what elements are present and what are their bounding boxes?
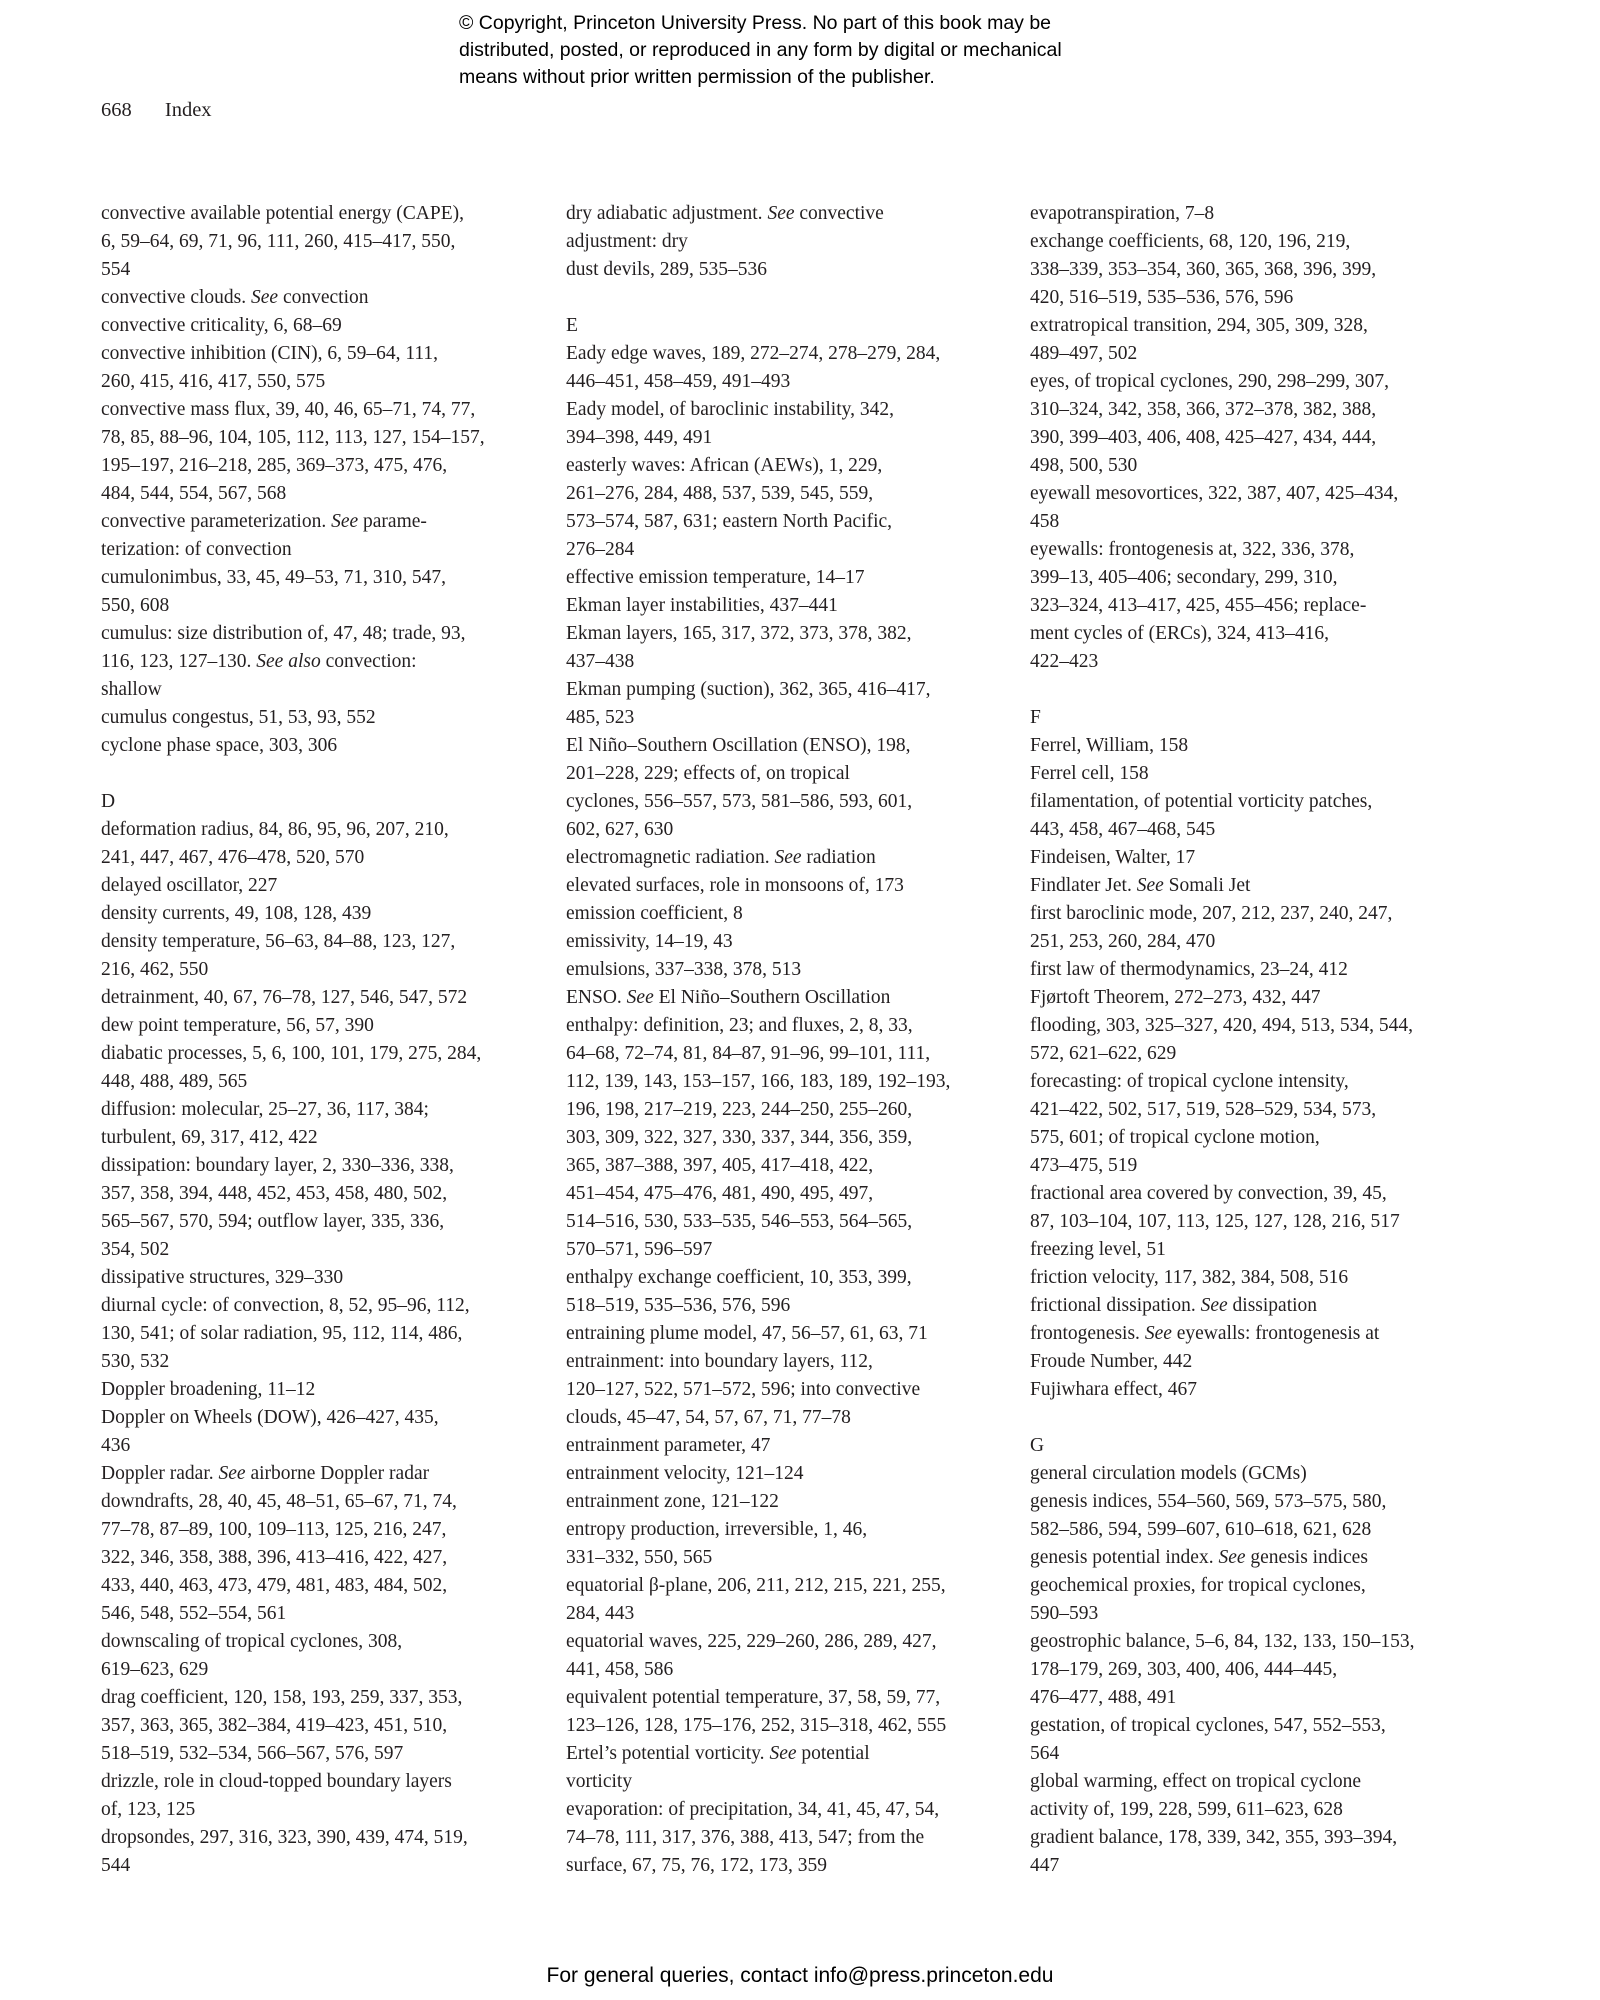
index-entry-line: Findeisen, Walter, 17 [1030, 847, 1196, 868]
index-entry-line: electromagnetic radiation. See radiation [566, 847, 876, 868]
index-entry-line: 338–339, 353–354, 360, 365, 368, 396, 399, [1030, 259, 1377, 280]
index-entry [101, 1096, 519, 1152]
index-entry [566, 340, 984, 396]
index-entry-line: convective inhibition (CIN), 6, 59–64, 111, [101, 343, 439, 364]
index-entry-line: 530, 532 [101, 1351, 170, 1372]
index-entry-line: general circulation models (GCMs) [1030, 1463, 1307, 1484]
index-entry-line: 357, 363, 365, 382–384, 419–423, 451, 510, [101, 1715, 448, 1736]
index-entry-line: convective clouds. See convection [101, 287, 369, 308]
index-entry-line: shallow [101, 679, 162, 700]
index-entry-line: geostrophic balance, 5–6, 84, 132, 133, 150–153, [1030, 1631, 1415, 1652]
index-entry-line: convective available potential energy (CAPE), [101, 203, 464, 224]
index-entry-line: eyewalls: frontogenesis at, 322, 336, 378, [1030, 539, 1355, 560]
index-entry-line: 195–197, 216–218, 285, 369–373, 475, 476, [101, 455, 448, 476]
index-entry-line: diffusion: molecular, 25–27, 36, 117, 384; [101, 1099, 429, 1120]
index-entry [1030, 536, 1448, 676]
index-entry-line: drizzle, role in cloud-topped boundary layers [101, 1771, 452, 1792]
index-entry-line: 550, 608 [101, 595, 170, 616]
index-entry-line: 422–423 [1030, 651, 1099, 672]
index-entry-line: terization: of convection [101, 539, 292, 560]
index-entry [101, 704, 519, 732]
index-entry [1030, 1460, 1448, 1488]
cross-reference-see: See [218, 1463, 246, 1484]
index-entry-line: Ekman layer instabilities, 437–441 [566, 595, 838, 616]
index-entry-line: 458 [1030, 511, 1060, 532]
index-entry-line: Findlater Jet. See Somali Jet [1030, 875, 1251, 896]
index-entry-line: 447 [1030, 1855, 1060, 1876]
index-entry-line: geochemical proxies, for tropical cyclones, [1030, 1575, 1366, 1596]
index-entry-line: 485, 523 [566, 707, 635, 728]
index-entry [566, 984, 984, 1012]
index-entry-line: 575, 601; of tropical cyclone motion, [1030, 1127, 1320, 1148]
index-entry-line: dew point temperature, 56, 57, 390 [101, 1015, 374, 1036]
index-entry [566, 620, 984, 676]
index-entry-line: equatorial β-plane, 206, 211, 212, 215, 221, 255, [566, 1575, 946, 1596]
index-entry-line: genesis potential index. See genesis indices [1030, 1547, 1368, 1568]
index-entry [1030, 1292, 1448, 1320]
index-entry [1030, 1768, 1448, 1824]
index-letter-heading: G [1030, 1435, 1045, 1456]
index-entry-line: 619–623, 629 [101, 1659, 209, 1680]
index-entry-line: 323–324, 413–417, 425, 455–456; replace- [1030, 595, 1367, 616]
index-entry [101, 620, 519, 704]
index-entry-line: first baroclinic mode, 207, 212, 237, 240, 247, [1030, 903, 1393, 924]
index-entry-line: vorticity [566, 1771, 633, 1792]
index-entry [101, 284, 519, 312]
index-entry-line: Ertel’s potential vorticity. See potential [566, 1743, 870, 1764]
index-entry-line: Doppler radar. See airborne Doppler radar [101, 1463, 430, 1484]
cross-reference-see: See also [256, 651, 321, 672]
index-entry-line: surface, 67, 75, 76, 172, 173, 359 [566, 1855, 828, 1876]
index-entry [101, 1488, 519, 1628]
index-entry-line: elevated surfaces, role in monsoons of, 173 [566, 875, 904, 896]
index-entry [1030, 788, 1448, 844]
index-entry-line: cyclones, 556–557, 573, 581–586, 593, 601, [566, 791, 913, 812]
index-entry-line: dust devils, 289, 535–536 [566, 259, 767, 280]
index-entry-line: gradient balance, 178, 339, 342, 355, 393–394, [1030, 1827, 1398, 1848]
index-entry-line: Ferrel, William, 158 [1030, 735, 1189, 756]
index-entry-line: 123–126, 128, 175–176, 252, 315–318, 462, 555 [566, 1715, 947, 1736]
page-number: 668 [101, 99, 132, 121]
index-entry [101, 928, 519, 984]
index-entry-line: first law of thermodynamics, 23–24, 412 [1030, 959, 1348, 980]
index-entry [1030, 1236, 1448, 1264]
index-entry [566, 928, 984, 956]
index-entry [101, 200, 519, 284]
copyright-line: means without prior written permission of the publisher. [459, 66, 935, 88]
index-entry-line: 394–398, 449, 491 [566, 427, 713, 448]
index-entry-line: entrainment: into boundary layers, 112, [566, 1351, 873, 1372]
index-entry-line: 436 [101, 1435, 131, 1456]
index-entry-line: 420, 516–519, 535–536, 576, 596 [1030, 287, 1294, 308]
index-entry-line: 582–586, 594, 599–607, 610–618, 621, 628 [1030, 1519, 1372, 1540]
index-entry-line: 87, 103–104, 107, 113, 125, 127, 128, 216, 517 [1030, 1211, 1400, 1232]
index-entry [1030, 956, 1448, 984]
index-entry-line: 74–78, 111, 317, 376, 388, 413, 547; from the [566, 1827, 925, 1848]
index-entry [1030, 312, 1448, 368]
index-entry-line: Froude Number, 442 [1030, 1351, 1193, 1372]
index-entry-line: 451–454, 475–476, 481, 490, 495, 497, [566, 1183, 874, 1204]
index-entry-line: enthalpy: definition, 23; and fluxes, 2, 8, 33, [566, 1015, 913, 1036]
index-entry [566, 592, 984, 620]
copyright-line: distributed, posted, or reproduced in any form by digital or mechanical [459, 39, 1062, 61]
index-entry-line: entropy production, irreversible, 1, 46, [566, 1519, 868, 1540]
index-entry-line: 564 [1030, 1743, 1060, 1764]
index-entry-line: entrainment velocity, 121–124 [566, 1463, 804, 1484]
index-entry-line: exchange coefficients, 68, 120, 196, 219, [1030, 231, 1351, 252]
index-entry-line: 284, 443 [566, 1603, 635, 1624]
cross-reference-see: See [1218, 1547, 1246, 1568]
index-entry-line: freezing level, 51 [1030, 1239, 1166, 1260]
index-entry-line: Ferrel cell, 158 [1030, 763, 1149, 784]
index-entry-line: dissipation: boundary layer, 2, 330–336, 338, [101, 1155, 454, 1176]
index-entry-line: ENSO. See El Niño–Southern Oscillation [566, 987, 891, 1008]
index-entry-line: 322, 346, 358, 388, 396, 413–416, 422, 427, [101, 1547, 448, 1568]
index-entry-line: 448, 488, 489, 565 [101, 1071, 248, 1092]
index-entry [101, 1152, 519, 1264]
index-entry [566, 1684, 984, 1740]
index-entry-line: downscaling of tropical cyclones, 308, [101, 1631, 403, 1652]
index-entry-line: 354, 502 [101, 1239, 170, 1260]
index-entry-line: Fujiwhara effect, 467 [1030, 1379, 1197, 1400]
cross-reference-see: See [774, 847, 802, 868]
index-entry-line: 276–284 [566, 539, 635, 560]
index-entry-line: detrainment, 40, 67, 76–78, 127, 546, 547, 572 [101, 987, 468, 1008]
index-entry-line: Ekman layers, 165, 317, 372, 373, 378, 382, [566, 623, 912, 644]
index-entry-line: extratropical transition, 294, 305, 309, 328, [1030, 315, 1368, 336]
index-entry [1030, 1180, 1448, 1236]
index-entry-line: 446–451, 458–459, 491–493 [566, 371, 791, 392]
index-entry-line: 130, 541; of solar radiation, 95, 112, 114, 486, [101, 1323, 463, 1344]
index-entry-line: 421–422, 502, 517, 519, 528–529, 534, 573, [1030, 1099, 1377, 1120]
index-entry-line: diurnal cycle: of convection, 8, 52, 95–96, 112, [101, 1295, 470, 1316]
index-letter-heading: E [566, 315, 578, 336]
index-entry-line: 365, 387–388, 397, 405, 417–418, 422, [566, 1155, 874, 1176]
index-entry-line: deformation radius, 84, 86, 95, 96, 207, 210, [101, 819, 449, 840]
index-entry [566, 200, 984, 256]
index-entry-line: density temperature, 56–63, 84–88, 123, 127, [101, 931, 456, 952]
index-entry [566, 1320, 984, 1348]
index-column-2 [566, 200, 984, 1880]
index-entry-line: dropsondes, 297, 316, 323, 390, 439, 474, 519, [101, 1827, 468, 1848]
index-entry-line: flooding, 303, 325–327, 420, 494, 513, 534, 544, [1030, 1015, 1413, 1036]
cross-reference-see: See [1136, 875, 1164, 896]
index-entry-line: 489–497, 502 [1030, 343, 1138, 364]
index-entry-line: Eady model, of baroclinic instability, 342, [566, 399, 894, 420]
index-entry-line: evapotranspiration, 7–8 [1030, 203, 1215, 224]
index-entry-line: filamentation, of potential vorticity patches, [1030, 791, 1373, 812]
index-entry [1030, 732, 1448, 760]
index-entry [101, 984, 519, 1012]
index-entry-line: 78, 85, 88–96, 104, 105, 112, 113, 127, 154–157, [101, 427, 485, 448]
index-entry-line: enthalpy exchange coefficient, 10, 353, 399, [566, 1267, 912, 1288]
index-entry-line: cumulus: size distribution of, 47, 48; trade, 93, [101, 623, 466, 644]
index-entry [101, 1768, 519, 1824]
index-entry-line: El Niño–Southern Oscillation (ENSO), 198, [566, 735, 911, 756]
index-entry-line: 120–127, 522, 571–572, 596; into convective [566, 1379, 921, 1400]
index-entry [1030, 1824, 1448, 1880]
index-entry-line: 251, 253, 260, 284, 470 [1030, 931, 1216, 952]
index-entry [101, 1684, 519, 1768]
index-letter-heading: D [101, 791, 116, 812]
index-entry [566, 452, 984, 564]
index-entry [1030, 200, 1448, 228]
index-entry-line: 241, 447, 467, 476–478, 520, 570 [101, 847, 365, 868]
index-entry-line: entrainment zone, 121–122 [566, 1491, 779, 1512]
index-entry-line: 201–228, 229; effects of, on tropical [566, 763, 850, 784]
index-entry [101, 1292, 519, 1376]
index-entry-line: adjustment: dry [566, 231, 688, 252]
copyright-notice [459, 10, 1219, 91]
index-entry [1030, 900, 1448, 956]
index-entry-line: 514–516, 530, 533–535, 546–553, 564–565, [566, 1211, 913, 1232]
index-entry-line: 433, 440, 463, 473, 479, 481, 483, 484, 502, [101, 1575, 448, 1596]
index-entry-line: cyclone phase space, 303, 306 [101, 735, 338, 756]
index-entry [101, 816, 519, 872]
index-entry-line: 357, 358, 394, 448, 452, 453, 458, 480, 502, [101, 1183, 448, 1204]
section-title: Index [164, 99, 212, 121]
index-entry-line: 544 [101, 1855, 131, 1876]
index-entry-line: cumulus congestus, 51, 53, 93, 552 [101, 707, 376, 728]
index-entry [566, 956, 984, 984]
index-entry [566, 1348, 984, 1432]
index-entry-line: density currents, 49, 108, 128, 439 [101, 903, 372, 924]
index-entry-line: 399–13, 405–406; secondary, 299, 310, [1030, 567, 1338, 588]
index-entry-line: 554 [101, 259, 131, 280]
index-entry [101, 1376, 519, 1404]
index-entry-line: emissivity, 14–19, 43 [566, 931, 733, 952]
index-entry [1030, 368, 1448, 480]
index-entry-line: cumulonimbus, 33, 45, 49–53, 71, 310, 547, [101, 567, 447, 588]
index-entry-line: 546, 548, 552–554, 561 [101, 1603, 287, 1624]
index-entry-line: forecasting: of tropical cyclone intensity, [1030, 1071, 1349, 1092]
cross-reference-see: See [767, 203, 795, 224]
index-letter-heading: F [1030, 707, 1041, 728]
index-entry-line: eyes, of tropical cyclones, 290, 298–299, 307, [1030, 371, 1390, 392]
footer-contact: For general queries, contact info@press.princeton.edu [546, 1964, 1054, 1987]
index-entry-line: frontogenesis. See eyewalls: frontogenesis at [1030, 1323, 1380, 1344]
index-entry-line: activity of, 199, 228, 599, 611–623, 628 [1030, 1799, 1343, 1820]
index-entry [1030, 1012, 1448, 1068]
index-entry [1030, 1544, 1448, 1572]
index-entry [101, 872, 519, 900]
cross-reference-see: See [1200, 1295, 1228, 1316]
index-entry-line: 570–571, 596–597 [566, 1239, 713, 1260]
index-entry [1030, 760, 1448, 788]
index-entry-line: downdrafts, 28, 40, 45, 48–51, 65–67, 71, 74, [101, 1491, 457, 1512]
cross-reference-see: See [331, 511, 359, 532]
index-entry-line: delayed oscillator, 227 [101, 875, 278, 896]
index-entry-line: 572, 621–622, 629 [1030, 1043, 1177, 1064]
index-entry-line: convective criticality, 6, 68–69 [101, 315, 342, 336]
index-entry-line: 518–519, 535–536, 576, 596 [566, 1295, 791, 1316]
index-entry-line: 77–78, 87–89, 100, 109–113, 125, 216, 247, [101, 1519, 447, 1540]
index-entry [566, 900, 984, 928]
index-column-1 [101, 200, 519, 1880]
index-entry-line: 473–475, 519 [1030, 1155, 1138, 1176]
index-entry-line: 441, 458, 586 [566, 1659, 674, 1680]
index-entry [1030, 1348, 1448, 1376]
index-entry-line: clouds, 45–47, 54, 57, 67, 71, 77–78 [566, 1407, 851, 1428]
index-entry [101, 900, 519, 928]
index-entry-line: 303, 309, 322, 327, 330, 337, 344, 356, 359, [566, 1127, 913, 1148]
index-entry [101, 732, 519, 760]
index-entry-line: 260, 415, 416, 417, 550, 575 [101, 371, 326, 392]
index-entry-line: entrainment parameter, 47 [566, 1435, 771, 1456]
index-entry [566, 1012, 984, 1264]
index-entry [566, 564, 984, 592]
index-entry-line: 573–574, 587, 631; eastern North Pacific, [566, 511, 893, 532]
index-entry-line: 116, 123, 127–130. See also convection: [101, 651, 417, 672]
index-entry [566, 1460, 984, 1488]
index-entry-line: Eady edge waves, 189, 272–274, 278–279, 284, [566, 343, 941, 364]
index-entry-line: 112, 139, 143, 153–157, 166, 183, 189, 192–193, [566, 1071, 951, 1092]
index-entry [101, 396, 519, 508]
index-entry-line: Doppler on Wheels (DOW), 426–427, 435, [101, 1407, 439, 1428]
index-entry-line: 484, 544, 554, 567, 568 [101, 483, 287, 504]
index-entry [566, 1488, 984, 1516]
index-entry [101, 1404, 519, 1460]
index-entry-line: eyewall mesovortices, 322, 387, 407, 425–434, [1030, 483, 1399, 504]
index-entry [1030, 1068, 1448, 1180]
index-entry-line: entraining plume model, 47, 56–57, 61, 63, 71 [566, 1323, 928, 1344]
index-entry [1030, 844, 1448, 872]
index-entry-line: equivalent potential temperature, 37, 58, 59, 77, [566, 1687, 941, 1708]
index-entry-line: 602, 627, 630 [566, 819, 674, 840]
index-entry-line: global warming, effect on tropical cyclone [1030, 1771, 1362, 1792]
index-entry [101, 1040, 519, 1096]
index-entry-line: easterly waves: African (AEWs), 1, 229, [566, 455, 883, 476]
running-head [101, 96, 212, 124]
index-entry-line: 196, 198, 217–219, 223, 244–250, 255–260, [566, 1099, 913, 1120]
index-entry [1030, 1320, 1448, 1348]
index-entry [1030, 1488, 1448, 1544]
cross-reference-see: See [251, 287, 279, 308]
index-entry-line: 390, 399–403, 406, 408, 425–427, 434, 444, [1030, 427, 1377, 448]
index-entry-line: emulsions, 337–338, 378, 513 [566, 959, 802, 980]
index-entry-line: 437–438 [566, 651, 635, 672]
index-entry-line: diabatic processes, 5, 6, 100, 101, 179, 275, 284, [101, 1043, 482, 1064]
index-entry [566, 844, 984, 872]
index-entry [101, 1628, 519, 1684]
index-entry [101, 1264, 519, 1292]
index-entry-line: 64–68, 72–74, 81, 84–87, 91–96, 99–101, 111, [566, 1043, 931, 1064]
index-entry-line: 216, 462, 550 [101, 959, 209, 980]
index-entry [1030, 1572, 1448, 1628]
index-entry-line: turbulent, 69, 317, 412, 422 [101, 1127, 318, 1148]
copyright-line: © Copyright, Princeton University Press. No part of this book may be [459, 12, 1052, 34]
index-entry-line: convective parameterization. See parame- [101, 511, 427, 532]
index-entry [566, 256, 984, 284]
index-entry [566, 1264, 984, 1320]
index-entry [101, 508, 519, 564]
index-entry [1030, 228, 1448, 312]
index-entry [1030, 1628, 1448, 1712]
index-entry-line: 476–477, 488, 491 [1030, 1687, 1177, 1708]
cross-reference-see: See [1144, 1323, 1172, 1344]
cross-reference-see: See [626, 987, 654, 1008]
index-entry-line: of, 123, 125 [101, 1799, 196, 1820]
index-entry [566, 676, 984, 732]
index-entry-line: dissipative structures, 329–330 [101, 1267, 344, 1288]
index-entry [1030, 1376, 1448, 1404]
index-entry [566, 732, 984, 844]
index-entry-line: 331–332, 550, 565 [566, 1547, 713, 1568]
index-entry-line: 565–567, 570, 594; outflow layer, 335, 336, [101, 1211, 445, 1232]
index-entry-line: convective mass flux, 39, 40, 46, 65–71, 74, 77, [101, 399, 476, 420]
index-entry-line: fractional area covered by convection, 39, 45, [1030, 1183, 1387, 1204]
index-entry [1030, 480, 1448, 536]
index-entry-line: Fjørtoft Theorem, 272–273, 432, 447 [1030, 987, 1321, 1008]
index-entry-line: evaporation: of precipitation, 34, 41, 45, 47, 54, [566, 1799, 940, 1820]
index-entry [566, 1740, 984, 1796]
index-entry [566, 396, 984, 452]
index-entry [101, 312, 519, 340]
index-entry-line: emission coefficient, 8 [566, 903, 743, 924]
index-entry-line: gestation, of tropical cyclones, 547, 552–553, [1030, 1715, 1386, 1736]
index-entry [1030, 872, 1448, 900]
index-entry [101, 1012, 519, 1040]
index-entry [566, 1572, 984, 1628]
index-entry [566, 1432, 984, 1460]
index-entry-line: 518–519, 532–534, 566–567, 576, 597 [101, 1743, 404, 1764]
index-entry [566, 1628, 984, 1684]
index-entry [101, 564, 519, 620]
index-entry [566, 1796, 984, 1880]
index-entry [1030, 1264, 1448, 1292]
index-entry-line: 590–593 [1030, 1603, 1099, 1624]
index-entry-line: 6, 59–64, 69, 71, 96, 111, 260, 415–417, 550, [101, 231, 456, 252]
index-entry-line: equatorial waves, 225, 229–260, 286, 289, 427, [566, 1631, 937, 1652]
index-entry-line: 261–276, 284, 488, 537, 539, 545, 559, [566, 483, 874, 504]
index-entry-line: frictional dissipation. See dissipation [1030, 1295, 1318, 1316]
index-entry-line: 310–324, 342, 358, 366, 372–378, 382, 388, [1030, 399, 1377, 420]
index-entry-line: ment cycles of (ERCs), 324, 413–416, [1030, 623, 1329, 644]
index-entry-line: 443, 458, 467–468, 545 [1030, 819, 1216, 840]
index-entry-line: dry adiabatic adjustment. See convective [566, 203, 884, 224]
index-entry-line: genesis indices, 554–560, 569, 573–575, 580, [1030, 1491, 1387, 1512]
index-entry-line: drag coefficient, 120, 158, 193, 259, 337, 353, [101, 1687, 463, 1708]
index-entry-line: Ekman pumping (suction), 362, 365, 416–417, [566, 679, 931, 700]
index-entry [101, 1460, 519, 1488]
index-column-3 [1030, 200, 1448, 1880]
index-entry [101, 1824, 519, 1880]
index-entry [1030, 1712, 1448, 1768]
index-entry-line: Doppler broadening, 11–12 [101, 1379, 316, 1400]
cross-reference-see: See [769, 1743, 797, 1764]
index-entry [566, 872, 984, 900]
index-entry-line: effective emission temperature, 14–17 [566, 567, 865, 588]
index-entry [101, 340, 519, 396]
index-entry-line: 178–179, 269, 303, 400, 406, 444–445, [1030, 1659, 1338, 1680]
index-entry-line: 498, 500, 530 [1030, 455, 1138, 476]
index-entry [1030, 984, 1448, 1012]
index-entry [566, 1516, 984, 1572]
index-entry-line: friction velocity, 117, 382, 384, 508, 516 [1030, 1267, 1349, 1288]
